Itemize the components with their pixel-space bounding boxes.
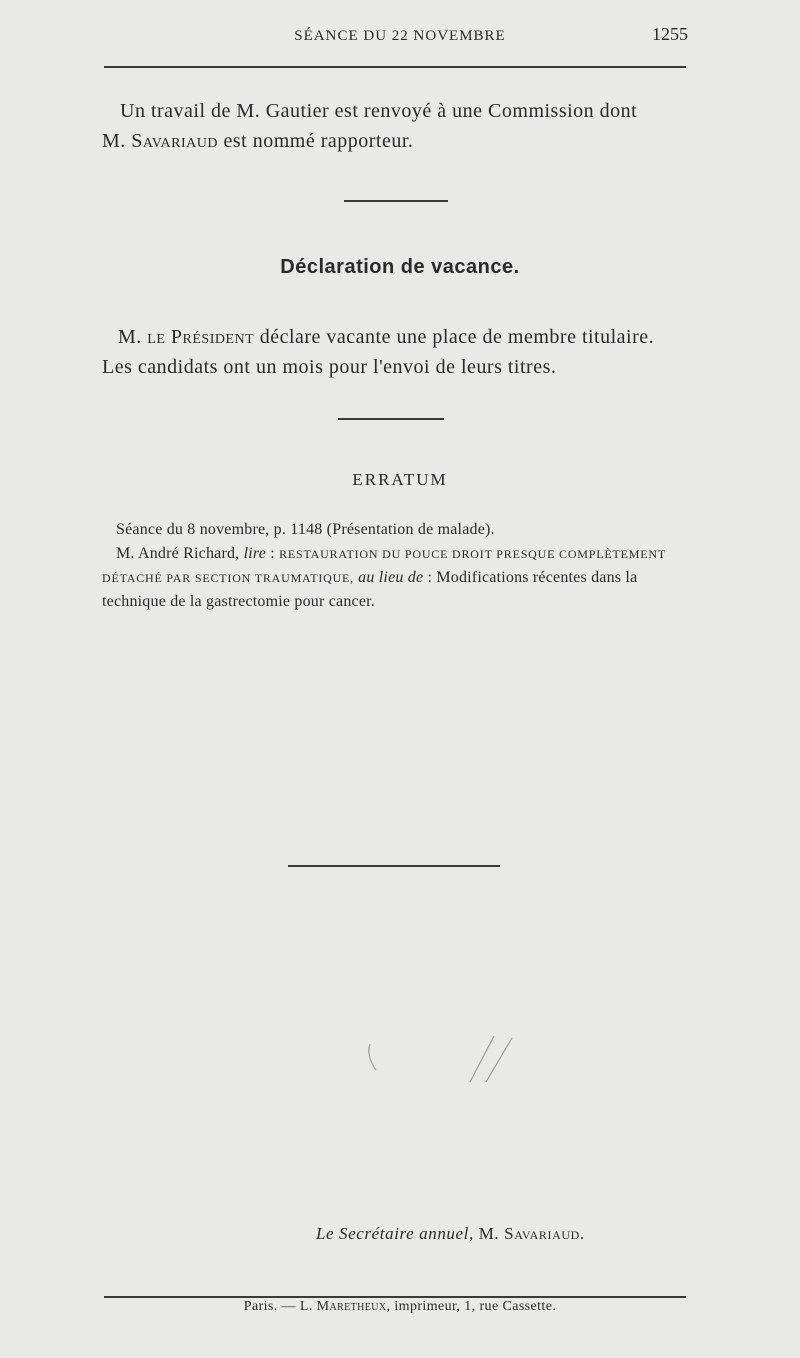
header-rule	[104, 66, 686, 68]
erratum-line-3: DÉTACHÉ PAR SECTION TRAUMATIQUE, au lieu de : Modifications récentes dans la	[102, 569, 638, 586]
running-title: SÉANCE DU 22 NOVEMBRE	[294, 28, 506, 44]
vacancy-heading: Déclaration de vacance.	[280, 256, 520, 278]
footer-rule	[104, 1296, 686, 1298]
section-divider-1	[344, 200, 448, 202]
printer-name: Maretheux	[316, 1299, 387, 1314]
vacancy-line-1: M. le Président déclare vacante une place de membre titulaire.	[118, 326, 655, 348]
pencil-mark	[362, 1030, 522, 1086]
secretary-name: Savariaud.	[504, 1224, 585, 1243]
commission-line-1: Un travail de M. Gautier est renvoyé à une Commission dont	[120, 100, 638, 122]
end-divider	[288, 865, 500, 867]
vacancy-line-2: Les candidats ont un mois pour l'envoi de leurs titres.	[102, 356, 557, 378]
corrected-title-part-1: RESTAURATION DU POUCE DROIT PRESQUE COMPLÈTEMENT	[279, 547, 666, 561]
printer-imprint: Paris. — L. Maretheux, imprimeur, 1, rue Cassette.	[243, 1299, 557, 1314]
vacancy-paragraph	[102, 322, 702, 382]
erratum-line-4: technique de la gastrectomie pour cancer.	[102, 593, 375, 610]
erratum-line-1: Séance du 8 novembre, p. 1148 (Présentation de malade).	[116, 521, 495, 538]
signature: Le Secrétaire annuel, M. Savariaud.	[316, 1224, 585, 1243]
corrected-title-part-2: DÉTACHÉ PAR SECTION TRAUMATIQUE,	[102, 571, 354, 585]
erratum-paragraph	[102, 518, 702, 614]
president-title: le Président	[147, 326, 255, 348]
commission-line-2: M. Savariaud est nommé rapporteur.	[102, 130, 414, 152]
erratum-title: ERRATUM	[352, 470, 448, 489]
rapporteur-name: Savariaud	[131, 130, 218, 152]
page-number: 1255	[652, 24, 688, 44]
commission-paragraph	[102, 96, 702, 156]
section-divider-2	[338, 418, 444, 420]
erratum-line-2: M. André Richard, lire : RESTAURATION DU POUCE DROIT PRESQUE COMPLÈTEMENT	[116, 545, 666, 562]
